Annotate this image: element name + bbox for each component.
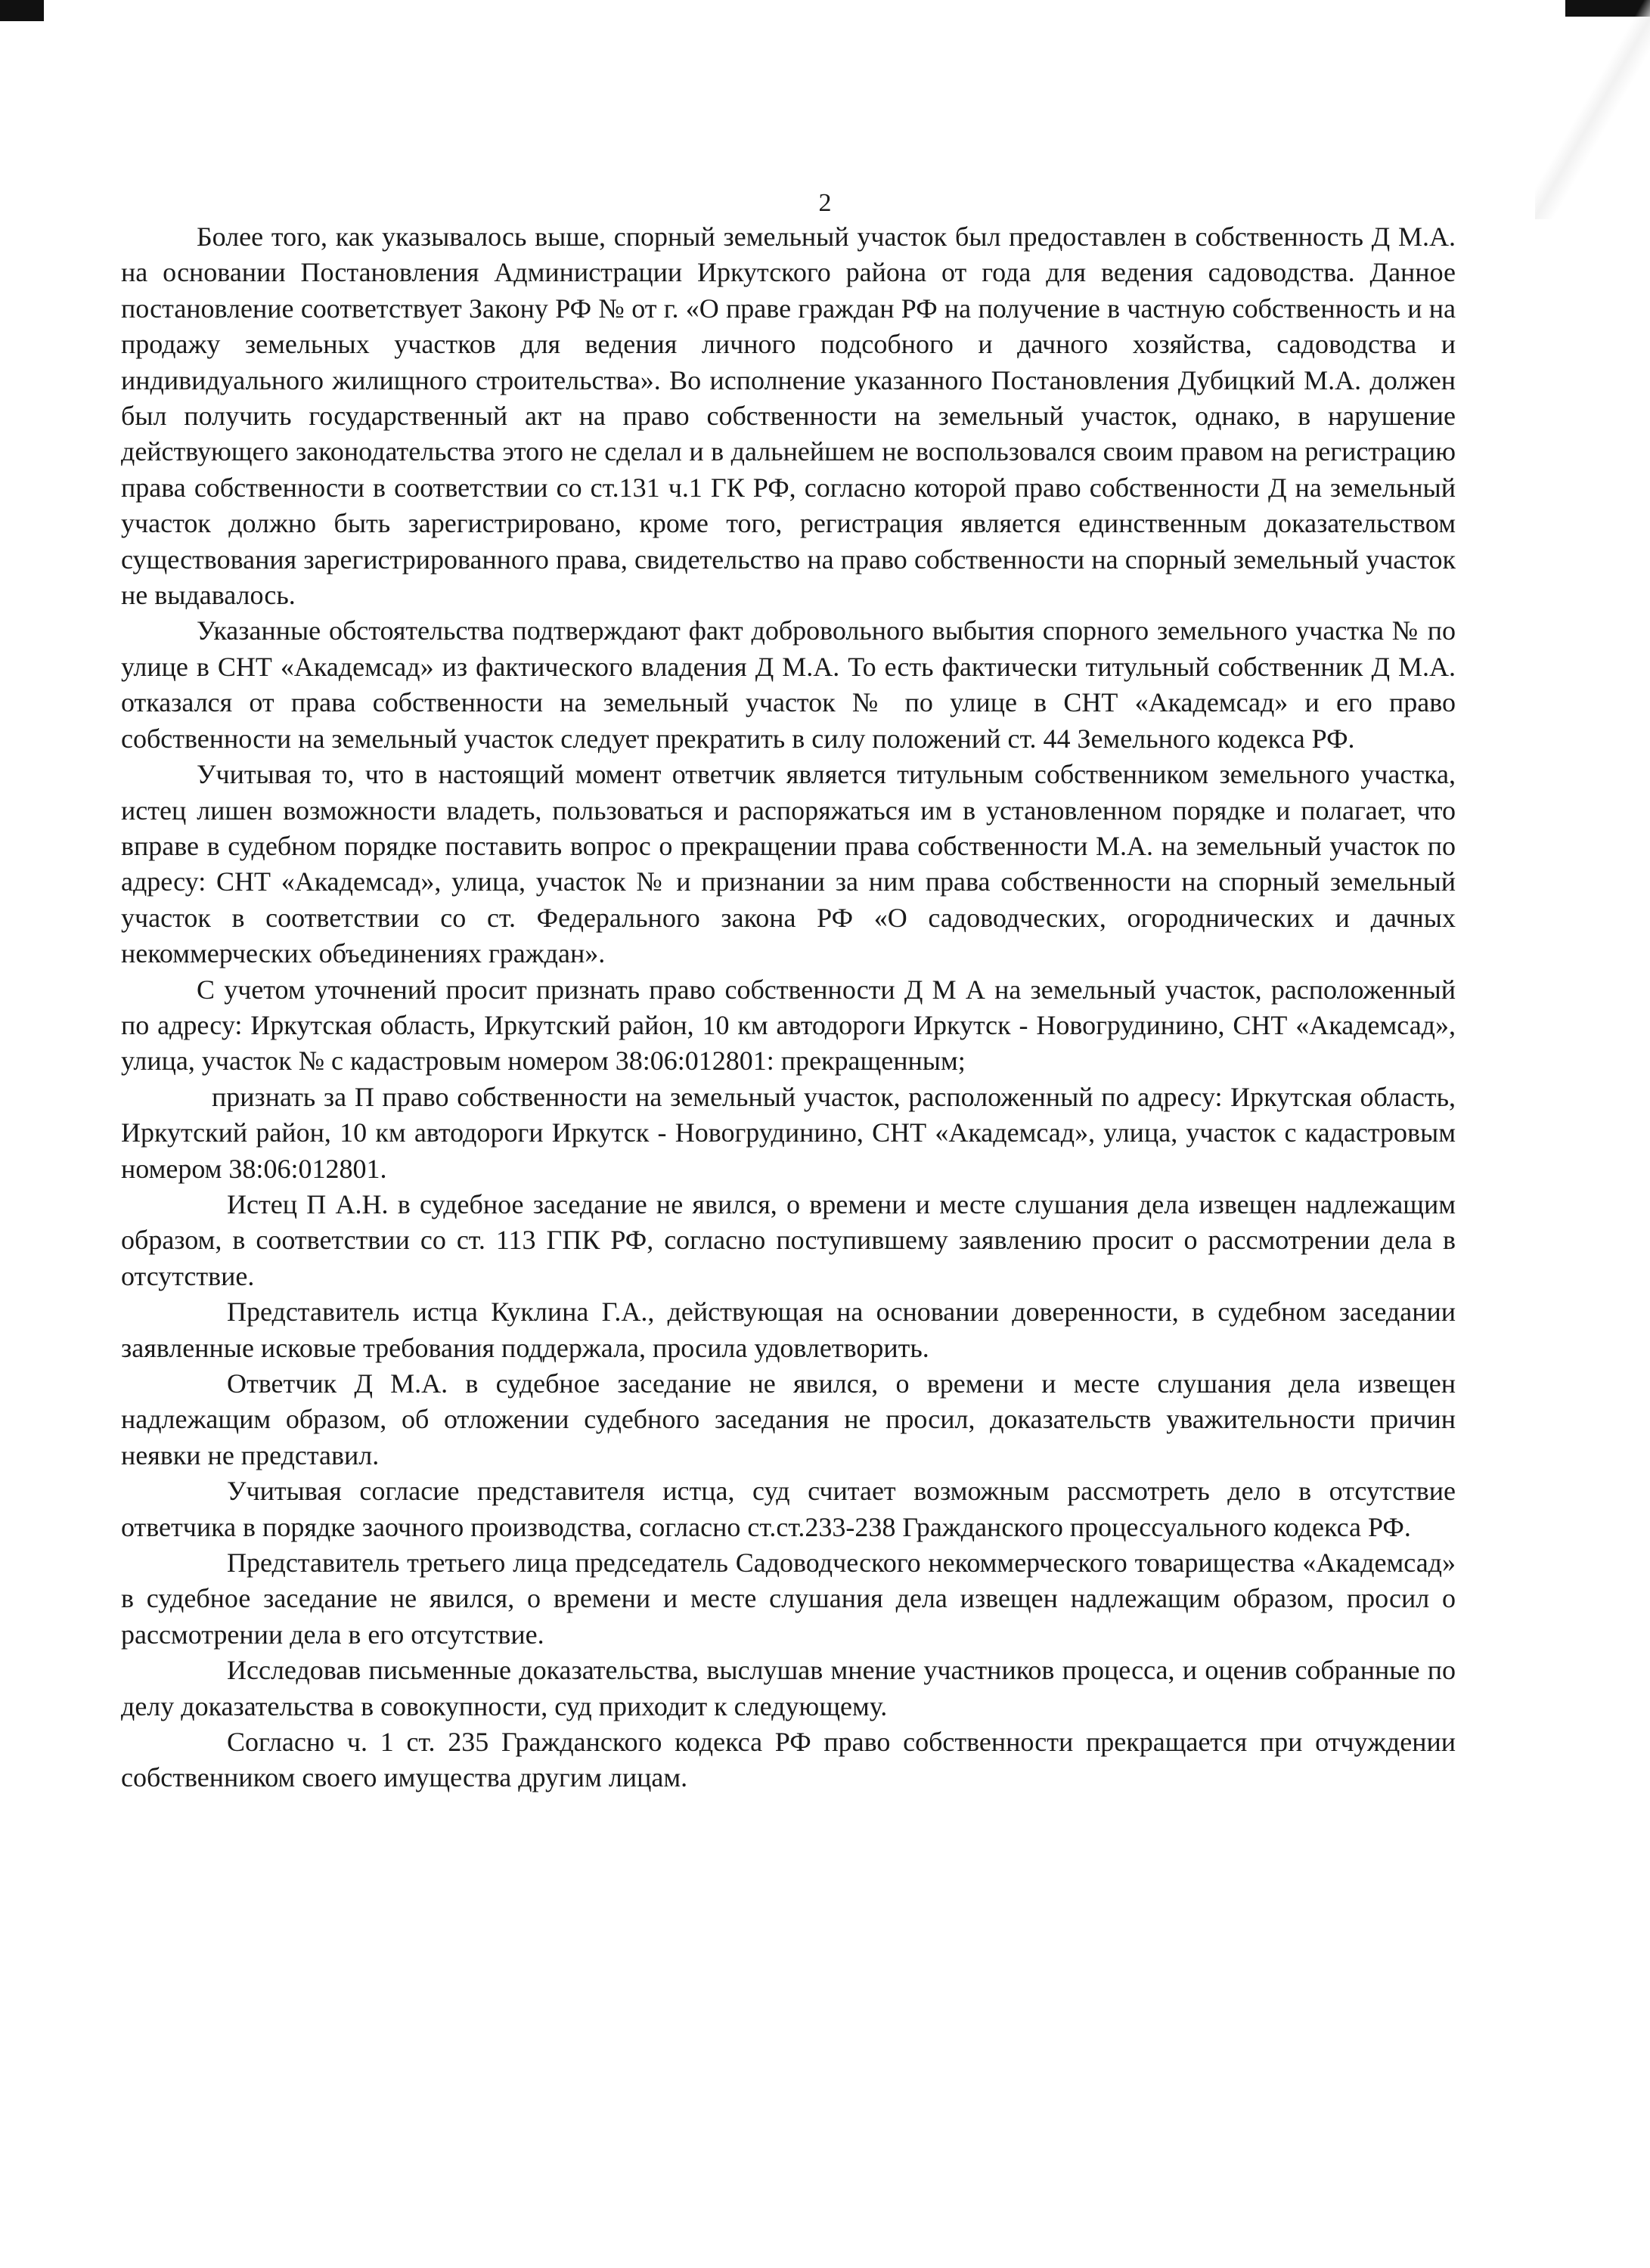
paragraph: Указанные обстоятельства подтверждают факт добровольного выбытия спорного земельного участка № по улице в СНТ «Академсад» из фактического владения Д М.А. То есть фактически титульный собственник Д М.А. отказался от права собственности на земельный участок № по улице в СНТ «Академсад» и его право собственности на земельный участок следует прекратить в силу положений ст. 44 Земельного кодекса РФ. <box>121 615 1456 754</box>
paragraph: Представитель третьего лица председатель Садоводческого некоммерческого товарищества «Академсад» в судебное заседание не явился, о времени и месте слушания дела извещен надлежащим образом, просил о рассмотрении дела в его отсутствие. <box>121 1548 1456 1650</box>
paragraph: Ответчик Д М.А. в судебное заседание не явился, о времени и месте слушания дела извещен надлежащим образом, об отложении судебного заседания не просил, доказательств уважительности причин неявки не представил. <box>121 1368 1456 1470</box>
paragraph: Более того, как указывалось выше, спорный земельный участок был предоставлен в собственность Д М.А. на основании Постановления Администрации Иркутского района от года для ведения садоводства. Данное постановление соответствует Закону РФ № от г. «О праве граждан РФ на получение в частную собственность и на продажу земельных участков для ведения личного подсобного и дачного хозяйства, садоводства и индивидуального жилищного строительства». Во исполнение указанного Постановления Дубицкий М.А. должен был получить государственный акт на право собственности на земельный участок, однако, в нарушение действующего законодательства этого не сделал и в дальнейшем не воспользовался своим правом на регистрацию права собственности в соответствии со ст.131 ч.1 ГК РФ, согласно которой право собственности Д на земельный участок должно быть зарегистрировано, кроме того, регистрация является единственным доказательством существования зарегистрированного права, свидетельство на право собственности на спорный земельный участок не выдавалось. <box>121 222 1456 611</box>
paragraph: Истец П А.Н. в судебное заседание не явился, о времени и месте слушания дела извещен надлежащим образом, в соответствии со ст. 113 ГПК РФ, согласно поступившему заявлению просит о рассмотрении дела в отсутствие. <box>121 1188 1456 1291</box>
scan-edge-mark <box>0 0 44 21</box>
paragraph: Учитывая то, что в настоящий момент ответчик является титульным собственником земельного участка, истец лишен возможности владеть, пользоваться и распоряжаться им в установленном порядке и полагает, что вправе в судебном порядке поставить вопрос о прекращении права собственности М.А. на земельный участок по адресу: СНТ «Академсад», улица, участок № и признании за ним права собственности на спорный земельный участок в соответствии со ст. Федерального закона РФ «О садоводческих, огороднических и дачных некоммерческих объединениях граждан». <box>121 759 1456 969</box>
paragraph: Учитывая согласие представителя истца, суд считает возможным рассмотреть дело в отсутствие ответчика в порядке заочного производства, согласно ст.ст.233-238 Гражданского процессуального кодекса РФ. <box>121 1476 1456 1542</box>
paragraph: признать за П право собственности на земельный участок, расположенный по адресу: Иркутская область, Иркутский район, 10 км автодороги Иркутск - Новогрудинино, СНТ «Академсад», улица, участок с кадастровым номером 38:06:012801. <box>121 1081 1456 1184</box>
page-number: 2 <box>818 189 832 217</box>
paragraph: Исследовав письменные доказательства, выслушав мнение участников процесса, и оценив собранные по делу доказательства в совокупности, суд приходит к следующему. <box>121 1655 1456 1721</box>
paragraph: Согласно ч. 1 ст. 235 Гражданского кодекса РФ право собственности прекращается при отчуждении собственником своего имущества другим лицам. <box>121 1727 1456 1793</box>
scan-edge-shadow <box>1535 0 1650 219</box>
paragraph: Представитель истца Куклина Г.А., действующая на основании доверенности, в судебном заседании заявленные исковые требования поддержала, просила удовлетворить. <box>121 1297 1456 1363</box>
document-body <box>121 219 1456 1796</box>
paragraph: С учетом уточнений просит признать право собственности Д М А на земельный участок, расположенный по адресу: Иркутская область, Иркутский район, 10 км автодороги Иркутск - Новогрудинино, СНТ «Академсад», улица, участок № с кадастровым номером 38:06:012801: прекращенным; <box>121 974 1456 1077</box>
